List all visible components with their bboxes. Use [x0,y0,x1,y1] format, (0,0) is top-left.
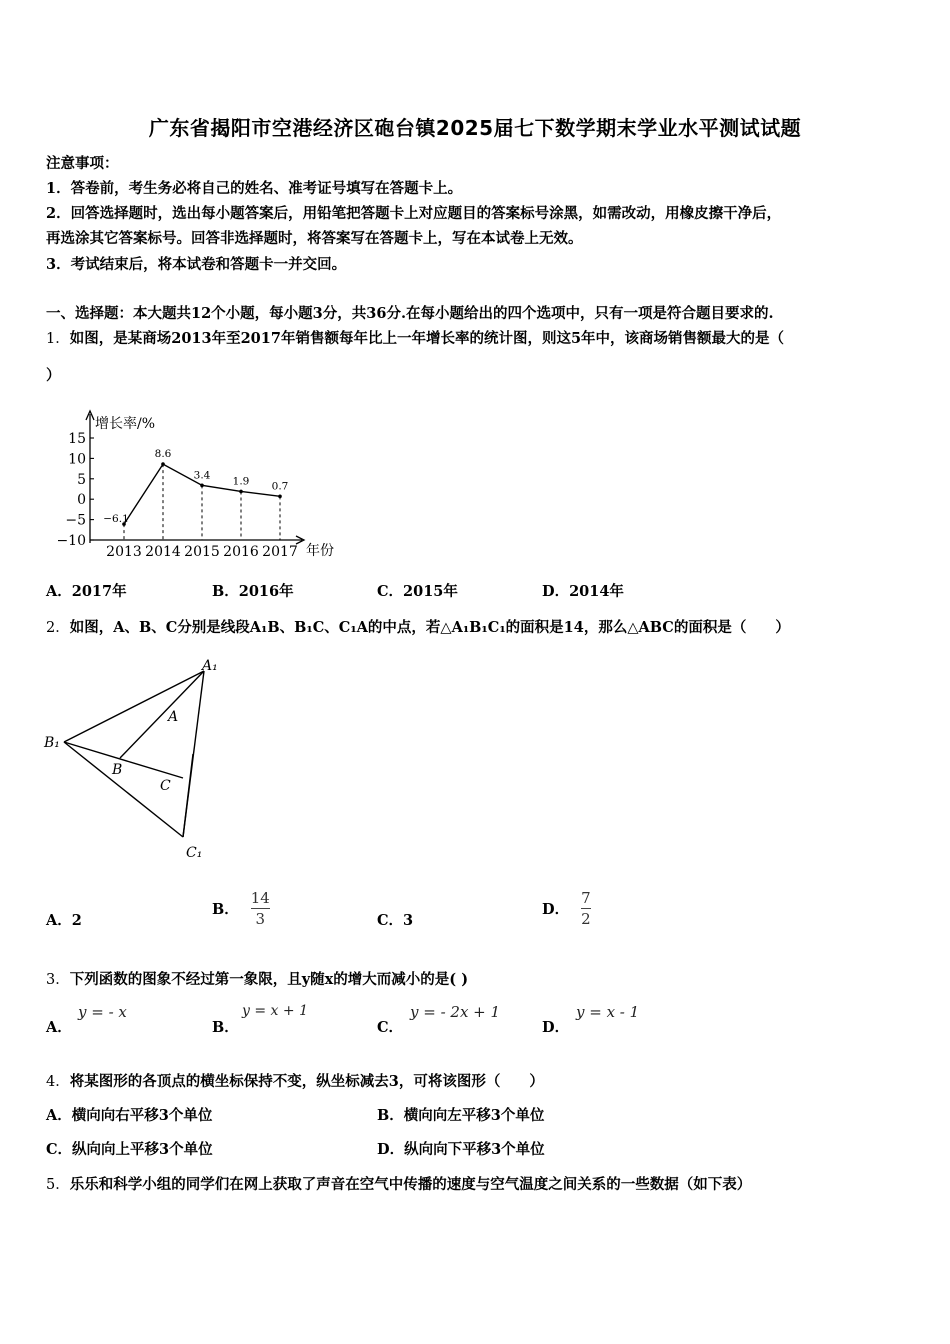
q2-option-d-denominator: 2 [581,909,591,928]
q1-option-c[interactable]: C．2015年 [377,583,458,600]
question-5 [46,1173,751,1194]
data-label: 0.7 [271,480,289,493]
q3-option-d-label[interactable]: D． [542,1019,570,1036]
growth-rate-chart [50,406,360,566]
q2-option-d-numerator: 7 [581,888,591,907]
question-3 [46,968,468,989]
q3-option-a-label[interactable]: A． [46,1019,72,1036]
question-1-text: 如图，是某商场2013年至2017年销售额每年比上一年增长率的统计图，则这5年中，该商场销售额最大的是（ [69,330,785,347]
q2-option-d[interactable] [542,882,591,934]
data-point [200,484,204,488]
data-point [278,495,282,499]
x-tick-label: 2016 [223,544,259,560]
question-1-number: 1． [46,331,70,347]
data-label: 1.9 [232,475,250,488]
data-point [161,462,165,466]
q4-option-b[interactable]: B．横向向左平移3个单位 [377,1107,545,1124]
q2-option-b-label: B． [212,900,239,918]
question-5-text: 乐乐和科学小组的同学们在网上获取了声音在空气中传播的速度与空气温度之间关系的一些数据（如下表） [69,1176,752,1193]
question-1 [46,327,784,348]
data-point [239,490,243,494]
label-c1: C₁ [186,845,203,861]
label-b: B [112,762,123,778]
question-3-text: 下列函数的图象不经过第一象限，且y随x的增大而减小的是( ) [69,971,469,988]
notice-heading: 注意事项： [46,155,119,172]
x-axis-label: 年份 [306,543,334,559]
q2-option-d-label: D． [542,900,570,918]
notice-item-2: 2．回答选择题时，选出每小题答案后，用铅笔把答题卡上对应题目的答案标号涂黑，如需改动，用橡皮擦干净后， [46,205,782,222]
y-tick-label: 15 [68,431,86,447]
y-tick-label: 10 [68,451,86,468]
segment-b1-c [64,742,183,778]
q4-option-c[interactable]: C．纵向向上平移3个单位 [46,1141,213,1158]
q3-option-a-formula: y = - x [78,1003,127,1021]
label-c: C [160,778,171,794]
y-tick-label: 5 [77,471,86,488]
segment-b1-a1 [64,671,204,742]
label-b1: B₁ [44,735,60,751]
q2-option-c[interactable]: C．3 [377,912,414,929]
question-2 [46,616,790,637]
section-heading: 一、选择题：本大题共12个小题，每小题3分，共36分.在每小题给出的四个选项中，只有一项是符合题目要求的. [46,305,774,322]
q2-option-b-denominator: 3 [255,909,266,928]
question-4-text: 将某图形的各顶点的横坐标保持不变，纵坐标减去3，可将该图形（ ） [69,1073,544,1090]
x-tick-label: 2013 [106,544,142,560]
segment-b-a1 [120,671,204,758]
question-3-number: 3． [46,972,70,988]
page-title: 广东省揭阳市空港经济区砲台镇2025届七下数学期末学业水平测试试题 [148,116,802,140]
label-a: A [168,709,179,725]
x-tick-label: 2017 [262,544,298,560]
data-label: 8.6 [154,448,172,461]
question-1-paren: ） [46,367,61,384]
y-tick-label: 0 [77,492,86,509]
q2-option-b-fraction [251,889,270,928]
x-tick-label: 2014 [145,544,181,560]
q4-option-d[interactable]: D．纵向向下平移3个单位 [377,1141,545,1158]
question-4 [46,1070,544,1091]
question-4-number: 4． [46,1074,70,1090]
q1-option-b[interactable]: B．2016年 [212,583,294,600]
q2-option-b-numerator: 14 [250,888,270,907]
q1-option-d[interactable]: D．2014年 [542,583,624,600]
q3-option-b-label[interactable]: B． [212,1019,239,1036]
y-tick-label: −10 [56,533,86,549]
question-2-text: 如图，A、B、C分别是线段A₁B、B₁C、C₁A的中点，若△A₁B₁C₁的面积是14，那么△ABC的面积是（ ） [69,619,790,636]
q2-option-d-fraction [581,889,591,928]
notice-item-3: 3．考试结束后，将本试卷和答题卡一并交回。 [46,256,347,273]
y-tick-label: −5 [65,512,86,529]
notice-item-1: 1．答卷前，考生务必将自己的姓名、准考证号填写在答题卡上。 [46,180,463,197]
y-axis-label: 增长率/% [95,416,156,432]
triangle-figure [40,650,240,865]
q4-option-a[interactable]: A．横向向右平移3个单位 [46,1107,213,1124]
question-2-number: 2． [46,620,70,636]
q2-option-a[interactable]: A．2 [46,912,82,929]
segment-a-c1 [183,754,193,837]
data-label: −6.1 [103,513,129,526]
notice-item-2-cont: 再选涂其它答案标号。回答非选择题时，将答案写在答题卡上，写在本试卷上无效。 [46,230,583,247]
q3-option-c-label[interactable]: C． [377,1019,404,1036]
q3-option-c-formula: y = - 2x + 1 [410,1003,501,1021]
data-label: 3.4 [193,469,211,482]
label-a1: A₁ [202,658,218,674]
q1-option-a[interactable]: A．2017年 [46,583,127,600]
q3-option-b-formula: y = x + 1 [242,1003,308,1019]
question-5-number: 5． [46,1177,70,1193]
x-tick-label: 2015 [184,544,220,560]
q3-option-d-formula: y = x - 1 [576,1003,640,1021]
q2-option-b[interactable] [212,882,270,934]
